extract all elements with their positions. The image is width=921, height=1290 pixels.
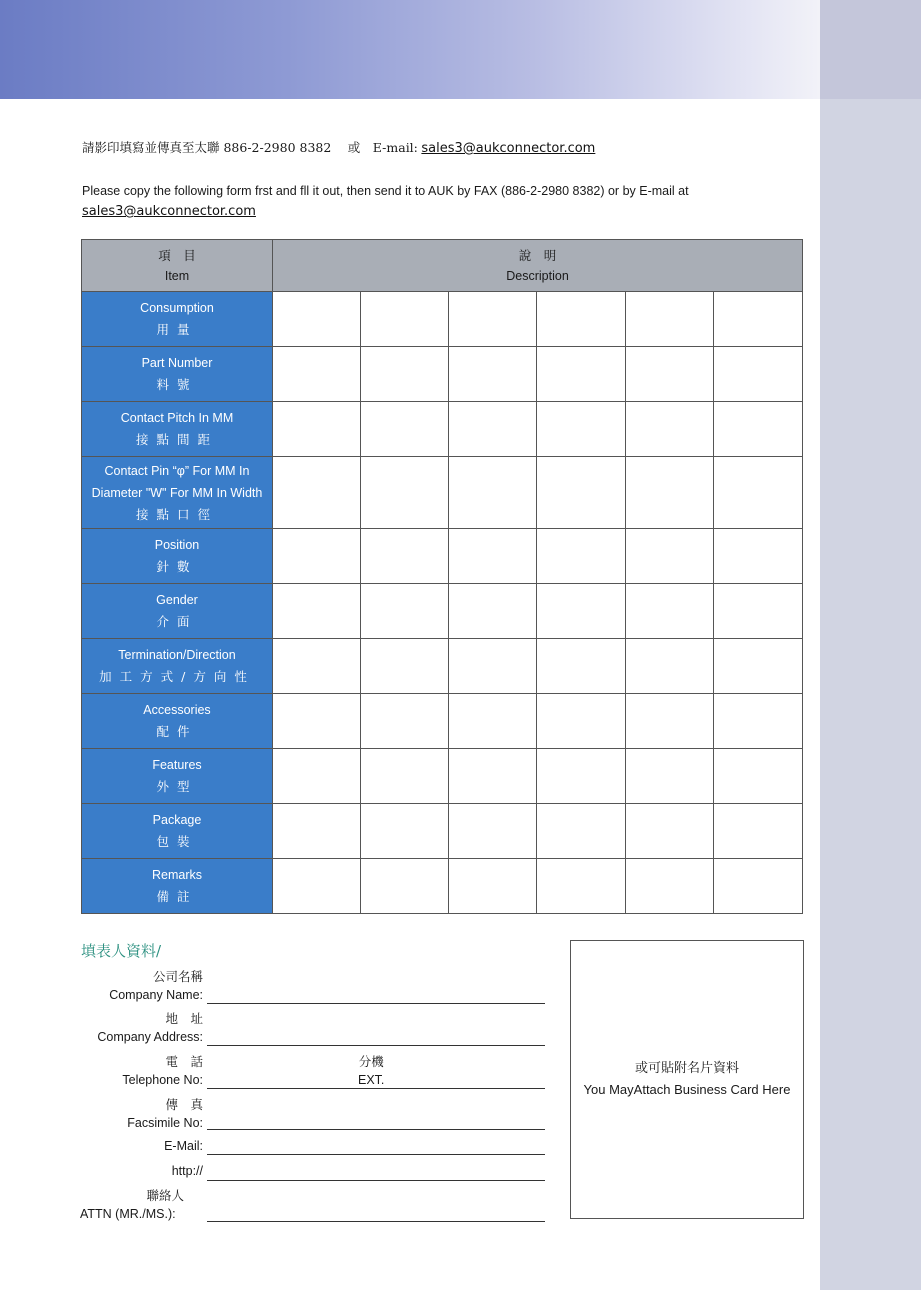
description-cell[interactable] bbox=[537, 292, 626, 347]
row-item-zh: 加工方式/方向性 bbox=[99, 669, 255, 684]
header-desc-en: Description bbox=[506, 268, 569, 283]
row-item-zh: 用量 bbox=[156, 322, 198, 337]
spec-table bbox=[81, 239, 803, 914]
description-cell[interactable] bbox=[626, 347, 714, 402]
row-item-label bbox=[82, 639, 273, 694]
header-banner bbox=[0, 0, 820, 99]
description-cell[interactable] bbox=[449, 749, 537, 804]
description-cell[interactable] bbox=[273, 639, 361, 694]
description-cell[interactable] bbox=[449, 859, 537, 914]
description-cell[interactable] bbox=[273, 694, 361, 749]
ext-label-en: EXT. bbox=[358, 1073, 385, 1087]
description-cell[interactable] bbox=[714, 457, 803, 529]
header-item-zh: 項 目 bbox=[158, 247, 196, 263]
description-cell[interactable] bbox=[537, 859, 626, 914]
telephone-label-en: Telephone No: bbox=[122, 1073, 203, 1087]
description-cell[interactable] bbox=[361, 457, 449, 529]
description-cell[interactable] bbox=[626, 402, 714, 457]
description-cell[interactable] bbox=[273, 804, 361, 859]
attn-label-en: ATTN (MR./MS.): bbox=[80, 1207, 176, 1221]
row-item-label bbox=[82, 457, 273, 529]
description-cell[interactable] bbox=[449, 694, 537, 749]
row-item-label bbox=[82, 749, 273, 804]
description-cell[interactable] bbox=[361, 694, 449, 749]
row-item-en: Gender bbox=[156, 593, 198, 607]
right-sidebar-top bbox=[820, 0, 921, 99]
telephone-field[interactable] bbox=[207, 1088, 545, 1089]
telephone-label-zh: 電 話 bbox=[165, 1054, 203, 1069]
description-cell[interactable] bbox=[714, 584, 803, 639]
description-cell[interactable] bbox=[537, 347, 626, 402]
business-card-text-zh: 或可貼附名片資料 bbox=[634, 1061, 739, 1076]
header-item bbox=[82, 240, 273, 292]
description-cell[interactable] bbox=[626, 639, 714, 694]
description-cell[interactable] bbox=[361, 347, 449, 402]
table-row bbox=[82, 529, 803, 584]
http-label-en: http:// bbox=[171, 1164, 203, 1178]
description-cell[interactable] bbox=[449, 292, 537, 347]
description-cell[interactable] bbox=[449, 584, 537, 639]
http-label bbox=[81, 1162, 203, 1181]
table-row bbox=[82, 402, 803, 457]
row-item-zh: 接點間距 bbox=[135, 432, 218, 447]
description-cell[interactable] bbox=[714, 859, 803, 914]
description-cell[interactable] bbox=[626, 584, 714, 639]
address-field[interactable] bbox=[207, 1045, 545, 1046]
row-item-en: Termination/Direction bbox=[118, 648, 236, 662]
business-card-text bbox=[571, 1058, 803, 1100]
email-label bbox=[81, 1137, 203, 1156]
description-cell[interactable] bbox=[273, 292, 361, 347]
description-cell[interactable] bbox=[537, 584, 626, 639]
description-cell[interactable] bbox=[449, 529, 537, 584]
row-item-label bbox=[82, 529, 273, 584]
fax-label bbox=[81, 1095, 203, 1133]
row-item-zh: 包裝 bbox=[156, 834, 198, 849]
row-item-zh: 料號 bbox=[156, 377, 198, 392]
description-cell[interactable] bbox=[537, 529, 626, 584]
website-field[interactable] bbox=[207, 1180, 545, 1181]
description-cell[interactable] bbox=[714, 804, 803, 859]
row-item-label bbox=[82, 859, 273, 914]
company-name-label-en: Company Name: bbox=[109, 988, 203, 1002]
email-link-2[interactable]: sales3@aukconnector.com bbox=[82, 204, 256, 219]
description-cell[interactable] bbox=[714, 694, 803, 749]
ext-label-zh: 分機 bbox=[358, 1054, 384, 1069]
table-row bbox=[82, 804, 803, 859]
description-cell[interactable] bbox=[626, 292, 714, 347]
email-field[interactable] bbox=[207, 1154, 545, 1155]
fax-label-zh: 傳 真 bbox=[165, 1097, 203, 1112]
row-item-en: Position bbox=[154, 538, 200, 552]
table-header-row bbox=[82, 240, 803, 292]
row-item-label bbox=[82, 804, 273, 859]
description-cell[interactable] bbox=[537, 804, 626, 859]
company-name-field[interactable] bbox=[207, 1003, 545, 1004]
table-row bbox=[82, 347, 803, 402]
description-cell[interactable] bbox=[537, 694, 626, 749]
description-cell[interactable] bbox=[626, 457, 714, 529]
description-cell[interactable] bbox=[361, 292, 449, 347]
description-cell[interactable] bbox=[273, 457, 361, 529]
header-desc-zh: 說 明 bbox=[518, 247, 557, 263]
description-cell[interactable] bbox=[361, 584, 449, 639]
attn-label-zh: 聯絡人 bbox=[146, 1188, 184, 1203]
table-row bbox=[82, 584, 803, 639]
description-cell[interactable] bbox=[449, 639, 537, 694]
company-name-label bbox=[81, 967, 203, 1005]
description-cell[interactable] bbox=[361, 749, 449, 804]
header-item-en: Item bbox=[164, 268, 190, 283]
table-row bbox=[82, 694, 803, 749]
table-row bbox=[82, 749, 803, 804]
description-cell[interactable] bbox=[361, 639, 449, 694]
address-label-en: Company Address: bbox=[97, 1030, 203, 1044]
right-sidebar-bar bbox=[820, 0, 921, 1290]
spec-table-body bbox=[82, 292, 803, 914]
row-item-en: Contact Pitch In MM bbox=[120, 411, 234, 425]
row-item-zh: 備註 bbox=[156, 889, 198, 904]
header-description bbox=[273, 240, 803, 292]
address-label-zh: 地 址 bbox=[165, 1011, 203, 1026]
attn-field[interactable] bbox=[207, 1221, 545, 1222]
row-item-en: Features bbox=[152, 758, 202, 772]
description-cell[interactable] bbox=[537, 749, 626, 804]
row-item-en: Consumption bbox=[140, 301, 214, 315]
row-item-zh: 外型 bbox=[156, 779, 198, 794]
description-cell[interactable] bbox=[626, 859, 714, 914]
form-section-title: 填表人資料/ bbox=[81, 942, 162, 960]
row-item-en: Remarks bbox=[151, 868, 202, 882]
business-card-box[interactable] bbox=[570, 940, 804, 1219]
table-row bbox=[82, 457, 803, 529]
telephone-label bbox=[81, 1052, 203, 1090]
description-cell[interactable] bbox=[361, 804, 449, 859]
row-item-label bbox=[82, 402, 273, 457]
row-item-label bbox=[82, 347, 273, 402]
description-cell[interactable] bbox=[714, 639, 803, 694]
intro-line-2-text: Please copy the following form frst and fll it out, then send it to AUK by FAX (886-2-2980 8382) or by E-mail at bbox=[82, 184, 689, 198]
description-cell[interactable] bbox=[714, 347, 803, 402]
row-item-en: Package bbox=[152, 813, 202, 827]
description-cell[interactable] bbox=[273, 529, 361, 584]
description-cell[interactable] bbox=[626, 749, 714, 804]
email-link[interactable]: sales3@aukconnector.com bbox=[421, 141, 596, 156]
row-item-zh: 配件 bbox=[156, 724, 198, 739]
description-cell[interactable] bbox=[273, 347, 361, 402]
row-item-label bbox=[82, 584, 273, 639]
row-item-zh: 接點口徑 bbox=[135, 506, 218, 522]
description-cell[interactable] bbox=[714, 529, 803, 584]
description-cell[interactable] bbox=[273, 859, 361, 914]
intro-line-2 bbox=[82, 181, 782, 222]
description-cell[interactable] bbox=[537, 457, 626, 529]
description-cell[interactable] bbox=[449, 347, 537, 402]
description-cell[interactable] bbox=[361, 402, 449, 457]
company-name-label-zh: 公司名稱 bbox=[152, 969, 203, 984]
description-cell[interactable] bbox=[273, 749, 361, 804]
intro-line-1-text: 請影印填寫並傳真至太聯 886-2-2980 8382 或 E-mail: bbox=[82, 140, 418, 155]
email-label-en: E-Mail: bbox=[164, 1139, 203, 1153]
description-cell[interactable] bbox=[626, 804, 714, 859]
attn-label bbox=[60, 1186, 184, 1224]
description-cell[interactable] bbox=[449, 457, 537, 529]
address-label bbox=[81, 1009, 203, 1047]
fax-label-en: Facsimile No: bbox=[127, 1116, 203, 1130]
row-item-en: Part Number bbox=[141, 356, 213, 370]
intro-line-1 bbox=[82, 138, 595, 159]
fax-field[interactable] bbox=[207, 1129, 545, 1130]
business-card-text-en: You MayAttach Business Card Here bbox=[583, 1082, 791, 1097]
row-item-zh: 針數 bbox=[156, 559, 198, 574]
description-cell[interactable] bbox=[273, 402, 361, 457]
description-cell[interactable] bbox=[714, 292, 803, 347]
table-row bbox=[82, 639, 803, 694]
ext-label bbox=[358, 1052, 384, 1090]
row-item-zh: 介面 bbox=[156, 614, 198, 629]
description-cell[interactable] bbox=[449, 804, 537, 859]
row-item-en: Contact Pin “φ” For MM In Diameter "W" For MM In Width bbox=[91, 463, 263, 500]
description-cell[interactable] bbox=[361, 529, 449, 584]
description-cell[interactable] bbox=[361, 859, 449, 914]
description-cell[interactable] bbox=[714, 402, 803, 457]
description-cell[interactable] bbox=[714, 749, 803, 804]
table-row bbox=[82, 859, 803, 914]
description-cell[interactable] bbox=[537, 402, 626, 457]
description-cell[interactable] bbox=[626, 529, 714, 584]
description-cell[interactable] bbox=[626, 694, 714, 749]
table-row bbox=[82, 292, 803, 347]
row-item-label bbox=[82, 292, 273, 347]
row-item-en: Accessories bbox=[143, 703, 211, 717]
description-cell[interactable] bbox=[449, 402, 537, 457]
row-item-label bbox=[82, 694, 273, 749]
description-cell[interactable] bbox=[273, 584, 361, 639]
description-cell[interactable] bbox=[537, 639, 626, 694]
